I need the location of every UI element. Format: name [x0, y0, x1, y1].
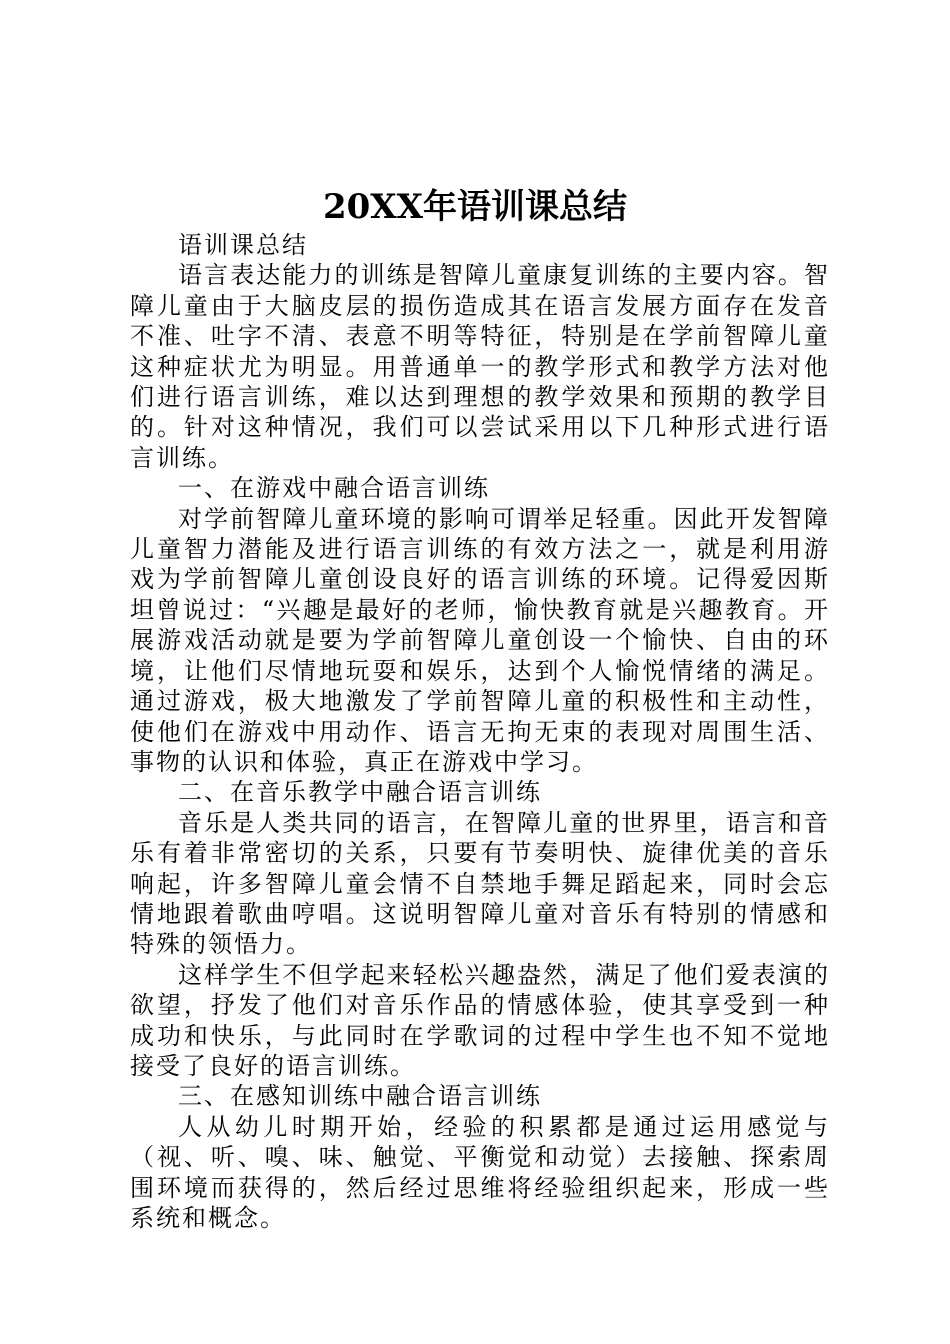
section-2-paragraph-2: 这样学生不但学起来轻松兴趣盎然，满足了他们爱表演的欲望，抒发了他们对音乐作品的情感体验，使其享受到一种成功和快乐，与此同时在学歌词的过程中学生也不知不觉地接受了良好的语言训练。 [130, 960, 830, 1080]
section-heading-1: 一、在游戏中融合语言训练 [178, 474, 490, 503]
document-body [130, 230, 830, 1233]
section-1-paragraph: 对学前智障儿童环境的影响可谓举足轻重。因此开发智障儿童智力潜能及进行语言训练的有效方法之一，就是利用游戏为学前智障儿童创设良好的语言训练的环境。记得爱因斯坦曾说过：“兴趣是最好的老师，愉快教育就是兴趣教育。开展游戏活动就是要为学前智障儿童创设一个愉快、自由的环境，让他们尽情地玩耍和娱乐，达到个人愉悦情绪的满足。通过游戏，极大地激发了学前智障儿童的积极性和主动性，使他们在游戏中用动作、语言无拘无束的表现对周围生活、事物的认识和体验，真正在游戏中学习。 [130, 504, 830, 776]
section-2-paragraph-1: 音乐是人类共同的语言，在智障儿童的世界里，语言和音乐有着非常密切的关系，只要有节奏明快、旋律优美的音乐响起，许多智障儿童会情不自禁地手舞足蹈起来，同时会忘情地跟着歌曲哼唱。这说明智障儿童对音乐有特别的情感和特殊的领悟力。 [130, 808, 830, 959]
document-title: 20XX年语训课总结 [322, 187, 628, 227]
section-heading-3: 三、在感知训练中融合语言训练 [178, 1082, 542, 1111]
section-heading-2: 二、在音乐教学中融合语言训练 [178, 778, 542, 807]
section-3-paragraph: 人从幼儿时期开始，经验的积累都是通过运用感觉与（视、听、嗅、味、触觉、平衡觉和动觉）去接触、探索周围环境而获得的，然后经过思维将经验组织起来，形成一些系统和概念。 [130, 1112, 830, 1232]
subtitle-paragraph: 语训课总结 [178, 231, 308, 259]
intro-paragraph: 语言表达能力的训练是智障儿童康复训练的主要内容。智障儿童由于大脑皮层的损伤造成其在语言发展方面存在发音不准、吐字不清、表意不明等特征，特别是在学前智障儿童这种症状尤为明显。用普通单一的教学形式和教学方法对他们进行语言训练，难以达到理想的教学效果和预期的教学目的。针对这种情况，我们可以尝试采用以下几种形式进行语言训练。 [130, 261, 830, 472]
